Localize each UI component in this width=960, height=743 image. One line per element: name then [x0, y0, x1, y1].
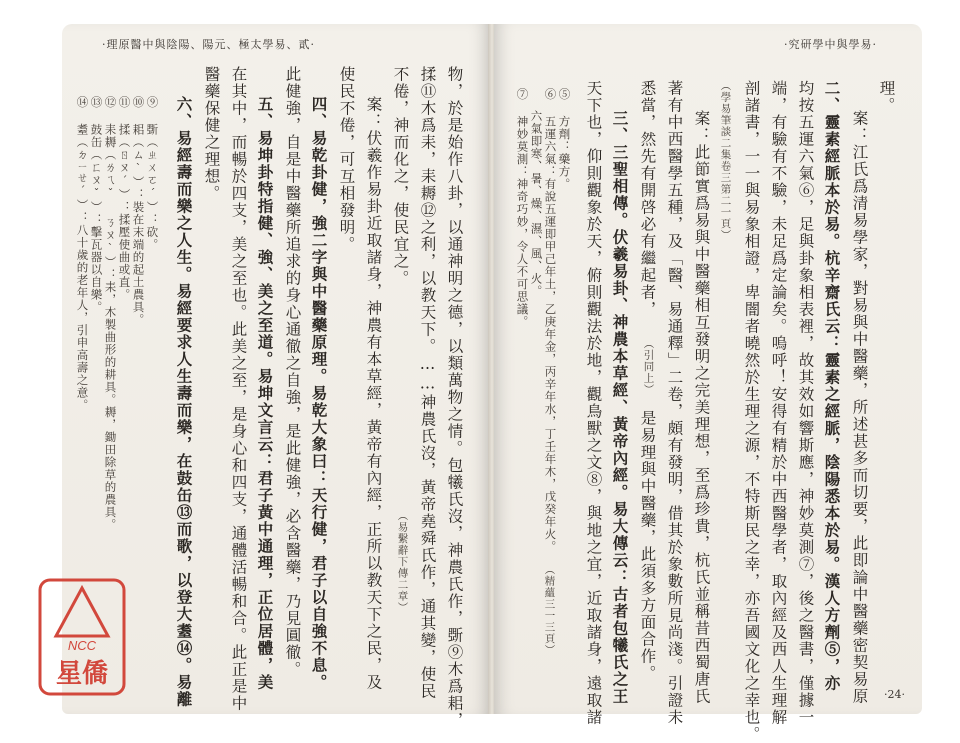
stamp-name-text: 星僑 — [55, 659, 109, 689]
left-footnote-10: ⑩ 耜（ㄙˋ）：裝在末端的起土農具。 — [131, 96, 146, 326]
left-col-6: 四、易乾卦健，強二字與中醫藥原理。易乾大象曰：天行健，君子以自強不息。 — [309, 96, 329, 691]
left-col-3: 不倦，神而化之，使民宜之。 — [391, 66, 410, 287]
left-col-2: 揉⑪木爲耒，耒耨⑫之利，以教天下。……神農氏沒，黃帝堯舜氏作，通其變，使民 — [418, 66, 437, 700]
left-col-11: 六、易經壽而樂之人生。易經要求人生壽而樂，在鼓缶⑬而歌，以登大耋⑭。易離 — [174, 96, 194, 708]
left-col-8: 五、易坤卦特指健、強、美之至道。易坤文言云：君子黃中通理，正位居體，美 — [255, 96, 275, 691]
right-footnote-6: ⑥ 五運六氣：有說五運即甲己年土，乙庚年金，丙辛年水，丁壬年木，戊癸年火。 — [543, 88, 558, 553]
right-col-3: 二、靈素經脈本於易。杭辛齋氏云：靈素之經脈，陰陽悉本於易。漢人方劑⑤，亦 — [822, 80, 842, 692]
right-col-10: 三、三聖相傳。伏羲易卦、神農本草經、黃帝內經。易大傳云：古者包犧氏之王 — [610, 110, 630, 705]
right-note-hang: （學易筆談二集卷三第二一頁） — [719, 80, 732, 241]
right-col-9-tail: 是易理與中醫藥，此須多方面合作。 — [638, 410, 657, 682]
left-col-9: 在其中，而暢於四支，美之至也。此美之至，是身心和四支，通體活暢和合。此正是中 — [229, 66, 248, 712]
left-footnote-12: ⑫ 耒耨（ㄌㄟˇ ㄋㄡˋ）：耒，木製曲形的耕具。耨，鋤田除草的農具。 — [103, 96, 118, 531]
stamp-graphic — [38, 578, 126, 696]
right-col-5: 端，有驗有不驗，未足爲定論矣。嗚呼！安得有精於中西醫學者，取內經及西人生理解 — [769, 80, 788, 726]
left-note-yiji: （易繫辭下傳二章） — [396, 510, 409, 614]
left-col-7: 此健強，自是中醫藥所追求的身心通徹之自強，是此健強，必含醫藥，乃見圓徹。 — [283, 66, 302, 678]
stamp-triangle-icon — [56, 588, 108, 636]
right-footnote-5: ⑤ 方劑：藥方。 — [557, 88, 572, 191]
right-page-header: ·究研學中與學易· — [784, 38, 877, 51]
right-note-yinshang: （引同上） — [642, 338, 655, 396]
left-footnote-14: ⑭ 耋（ㄉㄧㄝˊ）：八十歲的老年人，引申高壽之意。 — [75, 96, 90, 412]
left-col-1: 物，於是始作八卦，以通神明之德，以類萬物之情。包犧氏沒，神農氏作，斲⑨木爲耜， — [445, 66, 464, 729]
right-footnote-6b: 六氣即寒、暑、燥、濕、風、火。 — [529, 110, 544, 298]
right-col-1: 理。 — [877, 80, 896, 114]
left-footnote-13: ⑬ 鼓缶（ㄈㄡˇ）：擊瓦器以自樂。 — [89, 96, 104, 314]
right-page — [494, 24, 922, 743]
right-col-6: 剖諸書，一一與易象相證，卑闇者曉然於生理之源，不特斯民之幸，亦吾國文化之幸也。 — [742, 80, 761, 743]
open-book — [62, 24, 922, 743]
left-page-header: ·理原醫中與陰陽、陽元、極太學易、貳· — [102, 38, 315, 51]
left-page — [62, 24, 490, 729]
right-col-11: 天下也，仰則觀象於天，俯則觀法於地，觀鳥獸之文⑧，與地之宜，近取諸身，遠取諸 — [584, 80, 603, 726]
left-footnote-11: ⑪ 揉（ㄖㄡˊ）：揉壓使曲或直。 — [117, 96, 132, 301]
right-col-7: 案：此節實爲易與中醫藥相互發明之完美理想，至爲珍貴，杭氏並稱昔西蜀唐氏 — [692, 110, 711, 705]
left-col-5: 使民不倦，可互相發明。 — [337, 66, 356, 253]
page-number: ·24· — [884, 688, 905, 701]
left-col-4: 案：伏羲作易卦近取諸身，神農有本草經，黃帝有內經，正所以教天下之民，及 — [364, 96, 383, 691]
right-footnote-7: ⑦ 神妙莫測：神奇巧妙，令人不可思議。 — [515, 88, 530, 328]
right-col-2: 案：江氏爲清易學家，對易與中醫藥，所述甚多而切要，此即論中醫藥密契易原 — [850, 110, 869, 705]
right-note-jingyun: （精蘊三一三頁） — [543, 564, 556, 656]
right-col-8: 著有中西醫學五種，及「醫、易通釋」二卷，頗有發明，借其於象數所見尚淺。引證未 — [665, 80, 684, 726]
left-footnote-9: ⑨ 斲（ㄓㄨㄛˊ）：砍。 — [145, 96, 160, 251]
left-col-10: 醫藥保健之理想。 — [202, 66, 221, 202]
right-col-4: 均按五運六氣⑥，足與卦象相表裡，故其效如響斯應，神妙莫測⑦，後之醫書，僅據一 — [796, 80, 815, 726]
stamp-ncc-text: NCC — [67, 638, 97, 653]
ncc-stamp-logo — [38, 578, 126, 696]
right-col-9: 悉當，然先有開啓必有繼起者， — [638, 80, 657, 318]
